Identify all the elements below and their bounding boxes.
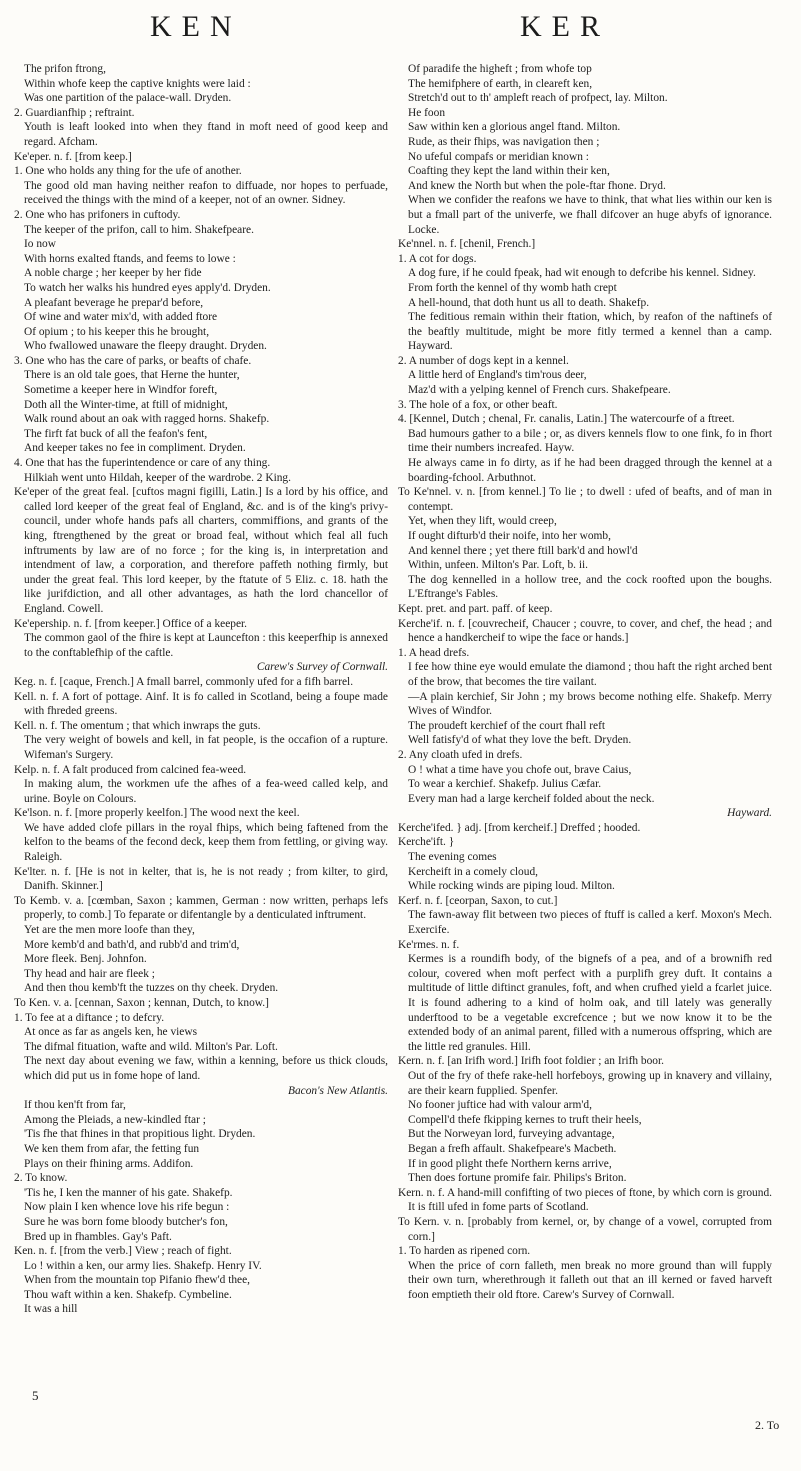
right-cont-line: He always came in fo dirty, as if he had been dragged through the kennel at a boarding-fchool. Arbuthnot. [408,457,772,484]
left-verse-line: A pleafant beverage he prepar'd before, [24,296,204,309]
right-entry-line: Kerche'ifed. } adj. [from kercheif.] Dreffed ; hooded. [398,821,641,834]
left-verse-line: Yet are the men more loofe than they, [24,924,195,937]
right-cont-line: To wear a kerchief. Shakefp. Julius Cæfar. [408,778,602,791]
left-cont-line: The good old man having neither reafon to diffuade, nor hopes to perfuade, received the things with the mind of a keeper, not of an owner. Sidney. [24,179,388,207]
right-cont-line: When the price of corn falleth, men break no more ground than will fupply their own turn, wherethrough it falleth out that an ill kerned or faved harveft foon emptieth their old ftore. Carew's Survey of Cornwall. [408,1259,772,1301]
right-cont-line: From forth the kennel of thy womb hath crept [408,281,617,294]
left-verse-line: Walk round about an oak with ragged horns. Shakefp. [24,413,270,426]
running-head-left: KEN [150,10,242,43]
left-verse-line: Plays on their fhining arms. Addifon. [24,1157,194,1170]
left-entry-line: Kell. n. f. A fort of pottage. Ainf. It is fo called in Scotland, being a foupe made with fhreded greens. [14,690,388,718]
left-entry-line: Keg. n. f. [caque, French.] A fmall barrel, commonly ufed for a fifh barrel. [14,675,354,688]
right-cont-line: If in good plight thefe Northern kerns arrive, [408,1157,612,1170]
left-verse-line: 'Tis fhe that fhines in that propitious light. Dryden. [24,1128,256,1141]
right-entry-line: Kerf. n. f. [ceorpan, Saxon, to cut.] [398,894,558,907]
left-verse-line: If thou ken'ft from far, [24,1099,126,1112]
left-sense-line: 2. Guardianfhip ; reftraint. [14,106,135,119]
right-entry-line: To Ke'nnel. v. n. [from kennel.] To lie ; to dwell : ufed of beafts, and of man in contempt. [398,486,772,513]
left-verse-line: More fleek. Benj. Johnfon. [24,953,147,966]
right-cont-line: No fooner juftice had with valour arm'd, [408,1099,592,1112]
right-cont-line: Rude, as their fhips, was navigation then ; [408,135,600,148]
right-cont-line: While rocking winds are piping loud. Milton. [408,880,615,893]
right-cont-line: Kermes is a roundifh body, of the bignefs of a pea, and of a brownifh red colour, covered when moft perfect with a purplifh grey duft. It contains a multitude of little diftinct granules, foft, and when crufhed yield a fcarlet juice. It is found adhering to a kind of holm oak, and till lately was generally underftood to be a vegetable excrefcence ; but we now know it to be the extended body of an animal parent, filled with a numerous offspring, which are the little red granules. Hill. [408,953,772,1053]
left-entry-line: To Kemb. v. a. [cœmban, Saxon ; kammen, German : now written, perhaps lefs properly, to comb.] To feparate or difentangle by a denticulated inftrument. [14,894,388,922]
left-entry-line: Kelp. n. f. A falt produced from calcined fea-weed. [14,763,247,776]
right-cont-line: A dog fure, if he could fpeak, had wit enough to defcribe his kennel. Sidney. [408,267,756,280]
left-verse-line: Of opium ; to his keeper this he brought, [24,325,210,338]
right-cont-line: O ! what a time have you chofe out, brave Caius, [408,763,632,776]
left-sense-line: 1. One who holds any thing for the ufe of another. [14,165,242,178]
right-cont-line: And knew the North but when the pole-ftar fhone. Dryd. [408,179,666,192]
right-verse-line: The evening comes [408,851,497,864]
left-entry-line: Ken. n. f. [from the verb.] View ; reach of fight. [14,1245,232,1258]
left-verse-line: Now plain I ken whence love his rife begun : [24,1201,230,1214]
left-verse-line: Thou waft within a ken. Shakefp. Cymbeline. [24,1288,232,1301]
right-cont-line: Every man had a large kercheif folded about the neck. [408,792,655,805]
right-sense-line: 3. The hole of a fox, or other beaft. [398,398,558,411]
left-verse-line: We ken them from afar, the fetting fun [24,1142,200,1155]
left-cont-line: The next day about evening we faw, within a kenning, before us thick clouds, which did put us in fome hope of land. [24,1055,388,1082]
left-verse-line: A noble charge ; her keeper by her fide [24,267,202,280]
left-verse-line: Of wine and water mix'd, with added ftore [24,311,218,324]
left-entry-line: Ke'lter. n. f. [He is not in kelter, that is, he is not ready ; from kilter, to gird, Danifh. Skinner.] [14,865,388,893]
left-cont-line: The prifon ftrong, [24,63,106,75]
right-cont-line: Out of the fry of thefe rake-hell horfeboys, growing up in knavery and villainy, are their kearn fupplied. Spenfer. [408,1069,772,1097]
right-cont-line: But the Norweyan lord, furveying advantage, [408,1128,615,1141]
left-verse-line: Sure he was born fome bloody butcher's fon, [24,1215,228,1228]
right-cont-line: The fawn-away flit between two pieces of ftuff is called a kerf. Moxon's Mech. Exercife. [408,909,772,937]
left-entry-line: Ke'lson. n. f. [more properly keelfon.] The wood next the keel. [14,807,300,820]
right-entry-line: To Kern. v. n. [probably from kernel, or, by change of a vowel, corrupted from corn.] [398,1215,772,1243]
left-verse-line: The firft fat buck of all the feafon's fent, [24,427,208,440]
right-entry-line: Kept. pret. and part. paff. of keep. [398,602,553,615]
left-verse-line: It was a hill [24,1303,78,1316]
left-cite-line: Bacon's New Atlantis. [288,1084,388,1097]
left-verse-line: Sometime a keeper here in Windfor foreft, [24,384,218,397]
left-cont-line: Within whofe keep the captive knights were laid : [24,77,251,90]
left-verse-line: There is an old tale goes, that Herne the hunter, [24,369,240,382]
right-entry-line: Kerche'if. n. f. [couvrecheif, Chaucer ; couvre, to cover, and chef, the head ; and hence a handkercheif to wipe the face or hands.] [398,617,772,645]
right-entry-line: Ke'rmes. n. f. [398,938,460,951]
right-cont-line: Then does fortune promife fair. Philips's Briton. [408,1172,627,1185]
left-cont-line: The common gaol of the fhire is kept at Launcefton : this keeperfhip is annexed to the conftablefhip of the caftle. [24,632,388,659]
left-entry-line: Ke'eper of the great feal. [cuftos magni figilli, Latin.] Is a lord by his office, and called lord keeper of the great feal of England, &c. and is of the king's privy-council, under whofe hands pafs all charters, commiffions, and grants of the king, ftrengthened by the great or broad feal, without which feal all fuch inftruments by law are of no force ; for the king is, in interpretation and intendment of law, a corporation, and therefore paffeth nothing firmly, but under the great feal. This lord keeper, by the ftatute of 5 Eliz. c. 18. hath the like jurifdiction, and all other advantages, as hath the lord chancellor of England. Cowell. [14,486,388,615]
right-verse-line: Yet, when they lift, would creep, [408,515,557,528]
left-verse-line: More kemb'd and bath'd, and rubb'd and trim'd, [24,938,240,951]
right-cont-line: Well fatisfy'd of what they love the beft. Dryden. [408,734,632,747]
right-cite-line: Hayward. [727,807,772,820]
left-cite-line: Carew's Survey of Cornwall. [256,661,388,674]
left-cont-line: In making alum, the workmen ufe the afhes of a fea-weed called kelp, and urine. Boyle on Colours. [24,778,388,805]
right-verse-line: Within, unfeen. Milton's Par. Loft, b. ii. [408,559,589,572]
left-verse-line: Bred up in fhambles. Gay's Paft. [24,1230,172,1243]
left-sense-line: 2. To know. [14,1172,68,1185]
right-cont-line: Coafting they kept the land within their ken, [408,165,610,178]
left-verse-line: And keeper takes no fee in compliment. Dryden. [24,442,246,455]
right-cont-line: Maz'd with a yelping kennel of French curs. Shakefpeare. [408,384,671,397]
left-verse-line: Thy head and hair are fleek ; [24,967,155,980]
left-cont-line: We have added clofe pillars in the royal fhips, which being faftened from the kelfon to the beams of the fecond deck, keep them from fettling, or giving way. Raleigh. [24,821,388,864]
right-entry-line: Kerche'ift. } [398,836,455,849]
right-column [398,62,772,1432]
right-sense-line: 1. A head drefs. [398,646,470,659]
running-head-right: KER [520,10,610,43]
left-verse-line: When from the mountain top Pifanio fhew'd thee, [24,1274,251,1287]
right-sense-line: 1. To harden as ripened corn. [398,1245,531,1258]
right-sense-line: 2. Any cloath ufed in drefs. [398,748,523,761]
signature-mark: 5 [32,1388,39,1403]
right-sense-line: 4. [Kennel, Dutch ; chenal, Fr. canalis, Latin.] The watercourfe of a ftreet. [398,413,735,426]
left-verse-line: The difmal fituation, wafte and wild. Milton's Par. Loft. [24,1040,278,1053]
right-cont-line: Compell'd thefe fkipping kernes to truft their heels, [408,1113,642,1126]
right-cont-line: The hemifphere of earth, in cleareft ken, [408,77,593,90]
right-cont-line: When we confider the reafons we have to think, that what lies within our ken is but a fmall part of the univerfe, we fhall difcover an huge abyfs of ignorance. Locke. [408,194,772,236]
right-sense-line: 2. A number of dogs kept in a kennel. [398,354,569,367]
left-sense-line: 2. One who has prifoners in cuftody. [14,208,181,221]
right-cont-line: Began a frefh affault. Shakefpeare's Macbeth. [408,1142,617,1155]
left-verse-line: Among the Pleiads, a new-kindled ftar ; [24,1113,206,1126]
left-cont-line: Hilkiah went unto Hildah, keeper of the wardrobe. 2 King. [24,471,291,484]
left-entry-line: Ke'epership. n. f. [from keeper.] Office of a keeper. [14,617,248,630]
right-cont-line: Of paradife the higheft ; from whofe top [408,63,592,75]
right-cont-line: I fee how thine eye would emulate the diamond ; thou haft the right arched bent of the brow, that becomes the tire vailant. [408,661,772,688]
right-cont-line: Stretch'd out to th' ampleft reach of profpect, lay. Milton. [408,92,668,105]
right-verse-line: If ought difturb'd their noife, into her womb, [408,530,611,542]
left-cont-line: The very weight of bowels and kell, in fat people, is the occafion of a rupture. Wifeman's Surgery. [24,734,388,761]
right-cont-line: —A plain kerchief, Sir John ; my brows become nothing elfe. Shakefp. Merry Wives of Windfor. [408,690,772,718]
left-sense-line: 1. To fee at a diftance ; to defcry. [14,1011,165,1024]
left-cont-line: Was one partition of the palace-wall. Dryden. [24,92,232,105]
right-cont-line: Kercheift in a comely cloud, [408,865,538,878]
left-sense-line: 3. One who has the care of parks, or beafts of chafe. [14,354,252,367]
right-verse-line: He foon [408,106,446,119]
left-verse-line: Who fwallowed unaware the fleepy draught. Dryden. [24,340,267,353]
catchword: 2. To [755,1418,780,1432]
right-cont-line: Saw within ken a glorious angel ftand. Milton. [408,121,621,134]
left-verse-line: To watch her walks his hundred eyes apply'd. Dryden. [24,281,271,294]
left-sense-line: 4. One that has the fuperintendence or care of any thing. [14,457,271,470]
right-entry-line: Kern. n. f. A hand-mill confifting of two pieces of ftone, by which corn is ground. It is ftill ufed in fome parts of Scotland. [398,1186,772,1214]
left-verse-line: Doth all the Winter-time, at ftill of midnight, [24,398,228,411]
left-verse-line: Lo ! within a ken, our army lies. Shakefp. Henry IV. [24,1259,262,1272]
right-sense-line: 1. A cot for dogs. [398,252,477,265]
right-cont-line: A little herd of England's tim'rous deer, [408,369,587,382]
right-cont-line: The feditious remain within their ftation, which, by reafon of the naftinefs of the beaftly multitude, might be more fitly termed a kennel than a camp. Hayward. [408,311,772,353]
left-cont-line: Youth is leaft looked into when they ftand in moft need of good keep and regard. Afcham. [24,121,388,148]
left-verse-line: At once as far as angels ken, he views [24,1026,198,1039]
left-entry-line: Ke'eper. n. f. [from keep.] [14,150,132,163]
right-cont-line: A hell-hound, that doth hunt us all to death. Shakefp. [408,296,650,309]
right-cont-line: No ufeful compafs or meridian known : [408,150,589,163]
left-verse-line: With horns exalted ftands, and feems to lowe : [24,252,236,265]
left-verse-line: 'Tis he, I ken the manner of his gate. Shakefp. [24,1186,233,1199]
right-cont-line: The proudeft kerchief of the court fhall reft [408,719,606,732]
right-cont-line: Bad humours gather to a bile ; or, as divers kennels flow to one fink, fo in fhort time their numbers increafed. Hayw. [408,427,772,455]
left-entry-line: To Ken. v. a. [cennan, Saxon ; kennan, Dutch, to know.] [14,997,269,1009]
left-cont-line: The keeper of the prifon, call to him. Shakefpeare. [24,223,254,236]
right-entry-line: Ke'nnel. n. f. [chenil, French.] [398,238,536,251]
left-entry-line: Kell. n. f. The omentum ; that which inwraps the guts. [14,719,261,732]
right-cont-line: The dog kennelled in a hollow tree, and the cock roofted upon the boughs. L'Eftrange's Fables. [408,573,772,601]
right-verse-line: And kennel there ; yet there ftill bark'd and howl'd [408,544,638,557]
right-entry-line: Kern. n. f. [an Irifh word.] Irifh foot foldier ; an Irifh boor. [398,1055,665,1068]
left-column [14,62,388,1382]
left-verse-line: Io now [24,238,56,251]
left-verse-line: And then thou kemb'ft the tuzzes on thy cheek. Dryden. [24,982,279,995]
